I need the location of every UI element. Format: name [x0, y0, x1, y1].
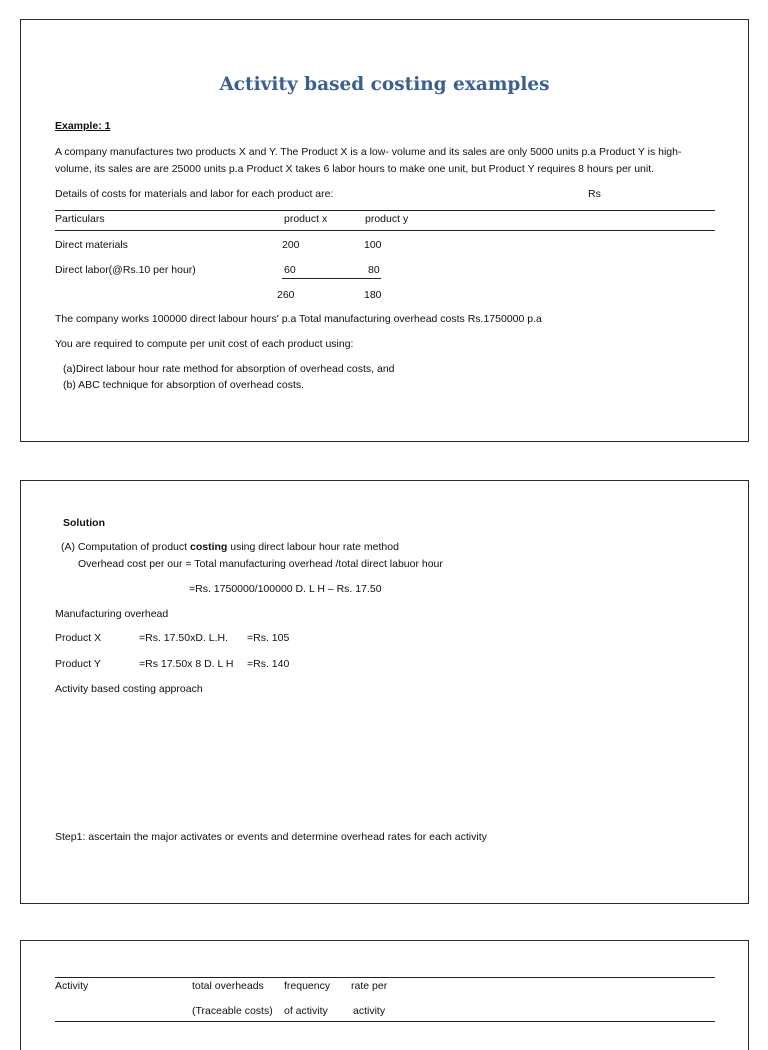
part-a-suffix: using direct labour hour rate method	[227, 541, 399, 553]
part-a-bold: costing	[189, 541, 228, 553]
part-a-prefix: (A) Computation of product	[61, 541, 190, 553]
total-x: 260	[277, 289, 295, 301]
intro-line-2: volume, its sales are are 25000 units p.a Product X takes 6 labor hours to make one unit, but Product Y requires 8 hours per unit.	[55, 163, 655, 175]
subtotal-underline	[282, 278, 381, 279]
document-page-2	[20, 480, 749, 904]
document-page-3	[20, 940, 749, 1050]
row-direct-materials-x: 200	[282, 239, 300, 251]
company-works-text: The company works 100000 direct labour hours' p.a Total manufacturing overhead costs Rs.1750000 p.a	[55, 313, 542, 325]
part-a-heading	[61, 541, 399, 553]
rate-per-header: rate per	[351, 980, 388, 992]
currency-label: Rs	[588, 188, 601, 200]
option-b: (b) ABC technique for absorption of overhead costs.	[63, 379, 305, 391]
total-y: 180	[364, 289, 382, 301]
activity-header: Activity	[55, 980, 89, 992]
product-x-result: =Rs. 105	[247, 632, 290, 644]
row-direct-labor-label: Direct labor(@Rs.10 per hour)	[55, 264, 196, 276]
table-top-rule	[55, 210, 715, 211]
row-direct-materials-y: 100	[364, 239, 382, 251]
details-text: Details of costs for materials and labor for each product are:	[55, 188, 334, 200]
table-header-product-x: product x	[284, 213, 328, 225]
product-y-result: =Rs. 140	[247, 658, 290, 670]
row-direct-labor-y: 80	[368, 264, 380, 276]
solution-heading: Solution	[63, 517, 105, 529]
abc-approach-label: Activity based costing approach	[55, 683, 203, 695]
intro-line-1: A company manufactures two products X and Y. The Product X is a low- volume and its sales are only 5000 units p.a Product Y is high-	[55, 146, 682, 158]
document-page-1	[20, 19, 749, 442]
overhead-formula: Overhead cost per our = Total manufacturing overhead /total direct labuor hour	[78, 558, 443, 570]
frequency-header: frequency	[284, 980, 331, 992]
page-title: Activity based costing examples	[219, 74, 550, 95]
product-x-label: Product X	[55, 632, 102, 644]
row-direct-materials-label: Direct materials	[55, 239, 128, 251]
of-activity-header: of activity	[284, 1005, 328, 1017]
product-y-label: Product Y	[55, 658, 101, 670]
mfg-overhead-label: Manufacturing overhead	[55, 608, 169, 620]
table-header-product-y: product y	[365, 213, 409, 225]
traceable-costs-header: (Traceable costs)	[192, 1005, 273, 1017]
row-direct-labor-x: 60	[284, 264, 296, 276]
activity-subheader: activity	[353, 1005, 386, 1017]
required-text: You are required to compute per unit cost of each product using:	[55, 338, 354, 350]
total-overheads-header: total overheads	[192, 980, 264, 992]
table-header-particulars: Particulars	[55, 213, 105, 225]
option-a: (a)Direct labour hour rate method for absorption of overhead costs, and	[63, 363, 395, 375]
example-label: Example: 1	[55, 120, 111, 132]
overhead-value: =Rs. 1750000/100000 D. L H – Rs. 17.50	[189, 583, 382, 595]
step1-text: Step1: ascertain the major activates or events and determine overhead rates for each activity	[55, 831, 487, 843]
product-y-calc: =Rs 17.50x 8 D. L H	[139, 658, 234, 670]
activity-table-top-rule	[55, 977, 715, 978]
activity-table-header-rule	[55, 1021, 715, 1022]
product-x-calc: =Rs. 17.50xD. L.H.	[139, 632, 228, 644]
table-header-rule	[55, 230, 715, 231]
